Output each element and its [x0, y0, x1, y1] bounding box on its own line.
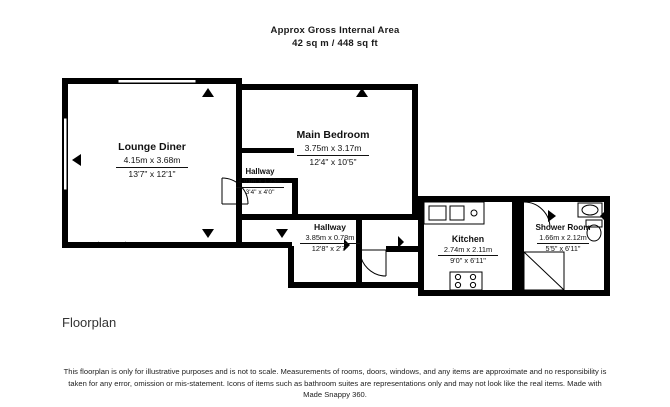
room-dimensions-metric: 2.74m x 2.11m: [443, 244, 493, 254]
room-dimensions-imperial: 13'7" x 12'1": [128, 169, 176, 179]
room-name: Hallway: [245, 167, 275, 176]
disclaimer-text: This floorplan is only for illustrative purposes and is not to scale. Measurements of rooms, doors, windows, and any items are approximate and no responsibility is taken for any error, omission or mis-statement. Icons of items such as bathroom suites are representations only and may not look like the real items. Made with Made Snappy 360.: [63, 367, 607, 399]
floorplan-caption: Floorplan: [62, 315, 117, 330]
door-swing-icon: [360, 250, 386, 276]
room-dimensions-metric: 3.85m x 0.78m: [305, 232, 355, 242]
room-label-lounge-diner: [94, 142, 210, 181]
gross-area-value: 42 sq m / 448 sq ft: [292, 38, 378, 49]
room-label-kitchen: [420, 234, 516, 265]
window-icon: [118, 80, 196, 84]
room-dimensions-metric: 4.15m x 3.68m: [123, 154, 181, 165]
gross-area-title: Approx Gross Internal Area: [270, 25, 400, 36]
divider: [116, 167, 188, 168]
room-dimensions-imperial: 5'5" x 6'11": [545, 243, 581, 253]
hob-icon: [450, 272, 482, 290]
room-dimensions-imperial: 12'4" x 10'5": [309, 157, 357, 167]
room-label-shower-room: [520, 222, 606, 253]
room-dimensions-imperial: 12'8" x 2'7": [311, 243, 349, 253]
divider: [236, 187, 284, 188]
room-dimensions-metric: 1.66m x 2.12m: [539, 232, 587, 242]
room-label-hallway-small: [222, 166, 298, 197]
worktop-icon: [424, 202, 484, 224]
room-dimensions-imperial: 9'0" x 6'11": [450, 255, 486, 265]
shower-tray-icon: [524, 252, 564, 290]
room-name: Kitchen: [451, 234, 485, 244]
room-label-main-bedroom: [275, 130, 391, 169]
room-name: Main Bedroom: [296, 129, 370, 141]
divider: [297, 155, 369, 156]
window-icon: [64, 118, 68, 190]
room-name: Shower Room: [535, 223, 591, 232]
room-dimensions-metric: 1.01m x 1.23m: [238, 177, 282, 185]
room-name: Lounge Diner: [118, 141, 186, 153]
basin-icon: [578, 203, 602, 217]
room-label-hallway-long: [282, 222, 378, 253]
room-dimensions-imperial: 3'4" x 4'0": [245, 188, 275, 196]
room-dimensions-metric: 3.75m x 3.17m: [304, 142, 362, 153]
room-name: Hallway: [313, 222, 346, 232]
